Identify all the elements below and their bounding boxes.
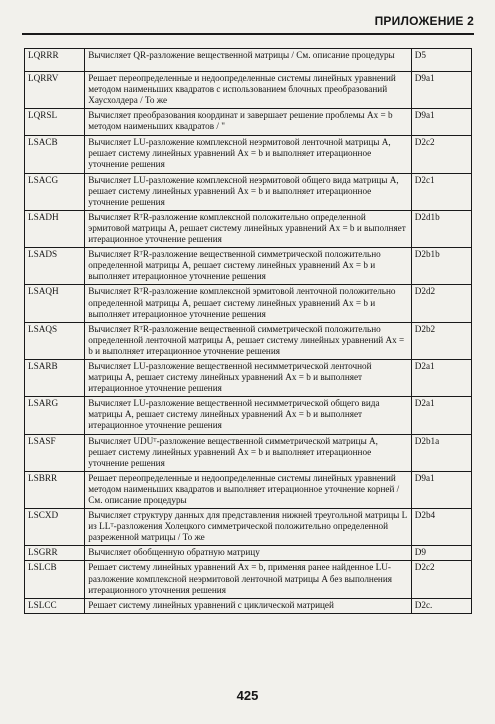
function-description: Вычисляет структуру данных для представления нижней треугольной матрицы L из LLᵀ-разложения Холецкого симметрической положительно определенной разреженной матрицы / То же [85, 509, 411, 546]
table-row [25, 471, 472, 508]
function-description: Вычисляет RᵀR-разложение вещественной симметрической положительно определенной матрицы A, решает систему линейных уравнений Ax = b и выполняет итерационное уточнение решения [85, 248, 411, 285]
function-description: Вычисляет RᵀR-разложение комплексной эрмитовой ленточной положительно определенной матрицы A, решает систему линейных уравнений Ax = b и выполняет итерационное уточнение решения [85, 285, 411, 322]
function-description: Вычисляет LU-разложение комплексной неэрмитовой ленточной матрицы A, решает систему линейных уравнений Ax = b и выполняет итерационное уточнение решения [85, 136, 411, 173]
table-row [25, 598, 472, 613]
function-name: LQRRR [25, 49, 85, 72]
function-name: LSBRR [25, 471, 85, 508]
function-name: LSAQS [25, 322, 85, 359]
classification-code: D2a1 [411, 359, 471, 396]
function-description: Решает систему линейных уравнений с циклической матрицей [85, 598, 411, 613]
function-description: Вычисляет RᵀR-разложение вещественной симметрической положительно определенной ленточной матрицы A, решает систему линейных уравнений Ax = b и выполняет итерационное уточнение решения [85, 322, 411, 359]
function-description: Вычисляет UDUᵀ-разложение вещественной симметрической матрицы A, решает систему линейных уравнений Ax = b и выполняет итерационное уточнение решения [85, 434, 411, 471]
classification-code: D2c1 [411, 173, 471, 210]
function-name: LSASF [25, 434, 85, 471]
function-name: LSACB [25, 136, 85, 173]
function-name: LQRRV [25, 72, 85, 109]
classification-code: D2b1a [411, 434, 471, 471]
table-row [25, 561, 472, 598]
table-row [25, 173, 472, 210]
table-row [25, 546, 472, 561]
classification-code: D9a1 [411, 471, 471, 508]
classification-code: D2c2 [411, 136, 471, 173]
classification-code: D2b1b [411, 248, 471, 285]
header-title: ПРИЛОЖЕНИЕ 2 [374, 14, 474, 28]
function-description: Вычисляет LU-разложение вещественной несимметрической ленточной матрицы A, решает систему линейных уравнений Ax = b и выполняет итерационное уточнение решения [85, 359, 411, 396]
function-description: Решает переопределенные и недоопределенные системы линейных уравнений методом наименьших квадратов с использованием блочных преобразований Хаусхолдера / То же [85, 72, 411, 109]
table-row [25, 109, 472, 136]
classification-code: D9a1 [411, 109, 471, 136]
page-header [22, 14, 474, 35]
function-name: LSGRR [25, 546, 85, 561]
table-row [25, 322, 472, 359]
classification-code: D2d1b [411, 210, 471, 247]
function-name: LSARB [25, 359, 85, 396]
function-name: LSACG [25, 173, 85, 210]
function-description: Вычисляет QR-разложение вещественной матрицы / См. описание процедуры [85, 49, 411, 72]
function-name: LQRSL [25, 109, 85, 136]
function-name: LSADH [25, 210, 85, 247]
table-row [25, 434, 472, 471]
classification-code: D9a1 [411, 72, 471, 109]
function-description: Решает переопределенные и недоопределенные системы линейных уравнений методом наименьших квадратов и выполняет итерационное уточнение корней / См. описание процедуры [85, 471, 411, 508]
function-description: Вычисляет RᵀR-разложение комплексной положительно определенной эрмитовой матрицы A, решает систему линейных уравнений Ax = b и выполняет итерационное уточнение решения [85, 210, 411, 247]
table-row [25, 248, 472, 285]
function-description: Вычисляет LU-разложение комплексной неэрмитовой общего вида матрицы A, решает систему линейных уравнений Ax = b и выполняет итерационное уточнение решения [85, 173, 411, 210]
table-row [25, 509, 472, 546]
classification-code: D9 [411, 546, 471, 561]
page-number: 425 [236, 688, 259, 703]
function-name: LSADS [25, 248, 85, 285]
table-row [25, 359, 472, 396]
classification-code: D2b4 [411, 509, 471, 546]
function-description: Вычисляет преобразования координат и завершает решение проблемы Ax = b методом наименьших квадратов / " [85, 109, 411, 136]
function-table [24, 48, 472, 614]
function-name: LSARG [25, 397, 85, 434]
function-name: LSLCB [25, 561, 85, 598]
table-row [25, 210, 472, 247]
function-name: LSAQH [25, 285, 85, 322]
table-row [25, 49, 472, 72]
function-name: LSCXD [25, 509, 85, 546]
classification-code: D2c2 [411, 561, 471, 598]
table-row [25, 397, 472, 434]
classification-code: D2c. [411, 598, 471, 613]
table-row [25, 285, 472, 322]
table-row [25, 136, 472, 173]
function-name: LSLCC [25, 598, 85, 613]
classification-code: D2d2 [411, 285, 471, 322]
table-row [25, 72, 472, 109]
classification-code: D2b2 [411, 322, 471, 359]
function-description: Вычисляет обобщенную обратную матрицу [85, 546, 411, 561]
classification-code: D5 [411, 49, 471, 72]
function-description: Вычисляет LU-разложение вещественной несимметрической общего вида матрицы A, решает систему линейных уравнений Ax = b и выполняет итерационное уточнение решения [85, 397, 411, 434]
classification-code: D2a1 [411, 397, 471, 434]
function-description: Решает систему линейных уравнений Ax = b, применяя ранее найденное LU-разложение комплексной неэрмитовой ленточной матрицы A без выполнения итерационного уточнения решения [85, 561, 411, 598]
